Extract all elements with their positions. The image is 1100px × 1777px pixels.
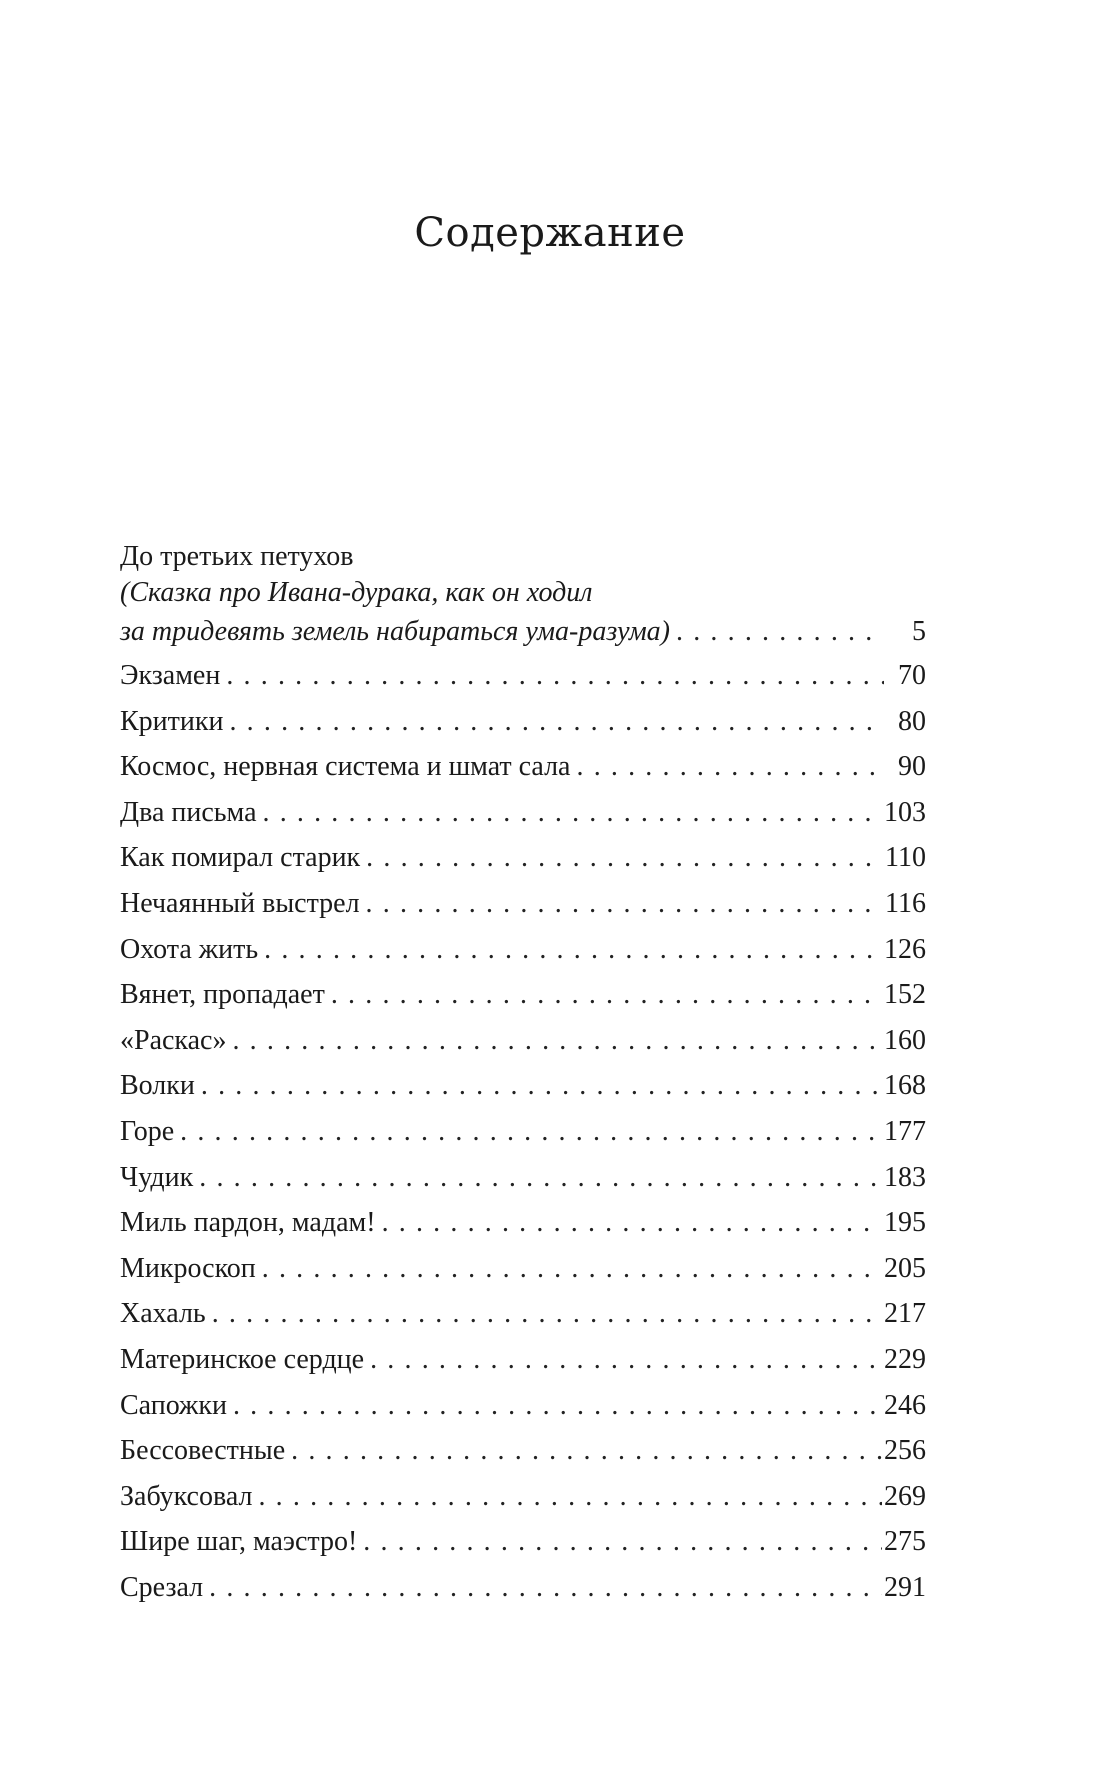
dot-leader bbox=[212, 1291, 882, 1337]
toc-entry[interactable] bbox=[120, 1565, 926, 1611]
toc-entry[interactable] bbox=[120, 1018, 926, 1064]
toc-entry[interactable] bbox=[120, 1291, 926, 1337]
toc-page-number: 246 bbox=[884, 1389, 926, 1421]
toc-entry-title: Два письма bbox=[120, 796, 257, 828]
toc-entry-title: Охота жить bbox=[120, 933, 259, 965]
toc-page-number: 168 bbox=[884, 1070, 926, 1102]
toc-page-number: 195 bbox=[884, 1207, 926, 1239]
toc-entry[interactable] bbox=[120, 1246, 926, 1292]
toc-entry[interactable] bbox=[120, 699, 926, 745]
dot-leader bbox=[366, 835, 883, 881]
toc-page-number: 229 bbox=[884, 1343, 926, 1375]
toc-entry-title: Сапожки bbox=[120, 1389, 227, 1421]
toc-page-number: 90 bbox=[898, 751, 926, 783]
toc-entry-subtitle: за тридевять земель набираться ума-разума) bbox=[120, 616, 671, 647]
toc-page-number: 103 bbox=[884, 796, 926, 828]
toc-page-number: 183 bbox=[884, 1161, 926, 1193]
dot-leader bbox=[366, 881, 883, 927]
dot-leader bbox=[370, 1337, 882, 1383]
toc-page-number: 275 bbox=[884, 1526, 926, 1558]
toc-entry[interactable] bbox=[120, 611, 926, 653]
toc-entry[interactable] bbox=[120, 1428, 926, 1474]
dot-leader bbox=[291, 1428, 882, 1474]
toc-page-number: 116 bbox=[885, 887, 926, 919]
dot-leader bbox=[229, 699, 884, 745]
toc-entry-title: Критики bbox=[120, 705, 224, 737]
toc-entry-title: Чудик bbox=[120, 1161, 194, 1193]
toc-page-number: 80 bbox=[898, 705, 926, 737]
toc-entry-title: Срезал bbox=[120, 1571, 204, 1603]
toc-entry-title: Шире шаг, маэстро! bbox=[120, 1526, 358, 1558]
toc-entry-title: Нечаянный выстрел bbox=[120, 887, 360, 919]
toc-page-number: 5 bbox=[912, 616, 926, 647]
page-title: Содержание bbox=[414, 210, 686, 256]
toc-entry-title: Экзамен bbox=[120, 660, 221, 691]
toc-page-number: 217 bbox=[884, 1298, 926, 1330]
dot-leader bbox=[258, 1474, 882, 1520]
toc-entry-title: «Раскас» bbox=[120, 1024, 227, 1056]
dot-leader bbox=[233, 1383, 882, 1429]
toc-entry-title: Горе bbox=[120, 1115, 175, 1147]
toc-entry[interactable] bbox=[120, 744, 926, 790]
toc-page-number: 256 bbox=[884, 1435, 926, 1467]
toc-entry[interactable] bbox=[120, 1337, 926, 1383]
toc-page-number: 152 bbox=[884, 979, 926, 1011]
dot-leader bbox=[331, 972, 882, 1018]
toc-page-number: 126 bbox=[884, 933, 926, 965]
dot-leader bbox=[676, 611, 884, 653]
dot-leader bbox=[262, 1246, 882, 1292]
toc-entry[interactable] bbox=[120, 1155, 926, 1201]
toc-entry-title: Волки bbox=[120, 1070, 195, 1102]
toc-entry[interactable] bbox=[120, 881, 926, 927]
dot-leader bbox=[363, 1519, 882, 1565]
toc-entry[interactable] bbox=[120, 927, 926, 973]
toc-entry-title: Хахаль bbox=[120, 1298, 206, 1330]
toc-entry[interactable] bbox=[120, 1200, 926, 1246]
toc-page-number: 205 bbox=[884, 1252, 926, 1284]
toc-page-number: 177 bbox=[884, 1115, 926, 1147]
toc-entry[interactable] bbox=[120, 1109, 926, 1155]
toc-entry-title: Бессовестные bbox=[120, 1435, 286, 1467]
dot-leader bbox=[232, 1018, 882, 1064]
dot-leader bbox=[226, 653, 884, 699]
toc-entry-title: Как помирал старик bbox=[120, 842, 361, 874]
dot-leader bbox=[201, 1063, 882, 1109]
toc-entry-title: Материнское сердце bbox=[120, 1343, 365, 1375]
toc-entry-title: Вянет, пропадает bbox=[120, 979, 325, 1011]
toc-page-number: 160 bbox=[884, 1024, 926, 1056]
toc-entry[interactable] bbox=[120, 790, 926, 836]
toc-entry-title: Микроскоп bbox=[120, 1252, 256, 1284]
dot-leader bbox=[263, 790, 883, 836]
dot-leader bbox=[199, 1155, 882, 1201]
toc-entry-title: До третьих петухов bbox=[120, 541, 354, 572]
toc-entry-title: Забуксовал bbox=[120, 1480, 253, 1512]
toc-entry-subtitle: (Сказка про Ивана-дурака, как он ходил bbox=[120, 577, 593, 608]
dot-leader bbox=[180, 1109, 882, 1155]
toc-page-number: 291 bbox=[884, 1571, 926, 1603]
toc-page-number: 110 bbox=[885, 842, 926, 874]
toc-entry-title: Космос, нервная система и шмат сала bbox=[120, 751, 571, 783]
dot-leader bbox=[577, 744, 885, 790]
toc-entry[interactable] bbox=[120, 972, 926, 1018]
toc-page-number: 70 bbox=[898, 660, 926, 691]
toc-entry-title: Миль пардон, мадам! bbox=[120, 1207, 376, 1239]
dot-leader bbox=[382, 1200, 882, 1246]
toc-page-number: 269 bbox=[884, 1480, 926, 1512]
dot-leader bbox=[264, 927, 882, 973]
toc-entry[interactable] bbox=[120, 1383, 926, 1429]
toc-entry[interactable] bbox=[120, 1474, 926, 1520]
toc-entry[interactable] bbox=[120, 653, 926, 699]
dot-leader bbox=[209, 1565, 882, 1611]
toc-entry[interactable] bbox=[120, 835, 926, 881]
table-of-contents bbox=[120, 538, 926, 1610]
toc-entry[interactable] bbox=[120, 1519, 926, 1565]
toc-entry[interactable] bbox=[120, 1063, 926, 1109]
